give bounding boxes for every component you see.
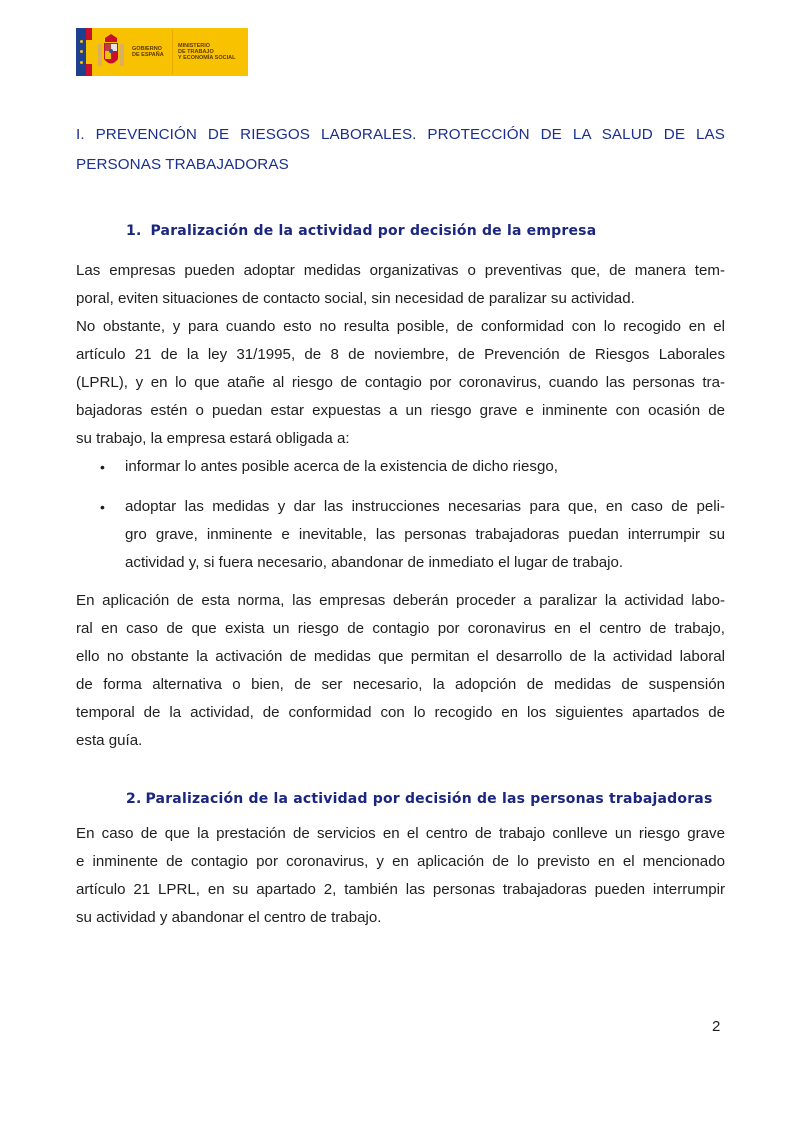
text-line: artículo 21 de la ley 31/1995, de 8 de noviembre, de Prevención de Riesgos Laborales	[76, 346, 725, 363]
text-line: ral en caso de que exista un riesgo de contagio por coronavirus en el centro de trabajo,	[76, 620, 725, 637]
text-line: su trabajo, la empresa estará obligada a:	[76, 430, 350, 447]
text-line: artículo 21 LPRL, en su apartado 2, también las personas trabajadoras pueden interrumpir	[76, 881, 725, 898]
text-line: No obstante, y para cuando esto no resulta posible, de conformidad con lo recogido en el	[76, 318, 725, 335]
eu-flag-strip	[76, 28, 86, 76]
text-line: ello no obstante la activación de medidas que permitan el desarrollo de la actividad laboral	[76, 648, 725, 665]
text-line: temporal de la actividad, de conformidad con lo recogido en los siguientes apartados de	[76, 704, 725, 721]
star-icon	[80, 61, 83, 64]
text-line: su actividad y abandonar el centro de trabajo.	[76, 909, 382, 926]
section-title: Paralización de la actividad por decisión de la empresa	[150, 223, 597, 239]
bullet-icon: •	[100, 499, 105, 515]
ministry-label: MINISTERIO DE TRABAJO Y ECONOMÍA SOCIAL	[178, 43, 236, 61]
star-icon	[80, 40, 83, 43]
page-number: 2	[712, 1018, 721, 1035]
government-label: GOBIERNO DE ESPAÑA	[132, 46, 164, 58]
section-2-heading	[126, 791, 712, 807]
chapter-title: I. PREVENCIÓN DE RIESGOS LABORALES. PROTECCIÓN DE LA SALUD DE LAS PERSONAS TRABAJADORAS	[76, 126, 725, 173]
section-2-paragraph	[76, 820, 725, 932]
text-line: actividad y, si fuera necesario, abandonar de inmediato el lugar de trabajo.	[125, 554, 624, 571]
text-line: e inminente de contagio por coronavirus, y en aplicación de lo previsto en el mencionado	[76, 853, 725, 870]
star-icon	[80, 50, 83, 53]
government-logo	[76, 28, 248, 76]
bullet-icon: •	[100, 459, 105, 475]
text-line: de forma alternativa o bien, de ser necesario, la adopción de medidas de suspensión	[76, 676, 725, 693]
text-line: esta guía.	[76, 732, 143, 749]
text-line: gro grave, inminente e inevitable, las personas trabajadoras puedan interrumpir su	[125, 526, 725, 543]
section-number: 2.	[126, 791, 142, 807]
text-line: En aplicación de esta norma, las empresas deberán proceder a paralizar la actividad labo-	[76, 592, 725, 609]
section-number: 1.	[126, 223, 142, 239]
text-line: adoptar las medidas y dar las instrucciones necesarias para que, en caso de peli-	[125, 498, 725, 515]
section-1-closing-paragraph	[76, 587, 725, 755]
text-line: informar lo antes posible acerca de la existencia de dicho riesgo,	[125, 458, 558, 475]
text-line: En caso de que la prestación de servicios en el centro de trabajo conlleve un riesgo grave	[76, 825, 725, 842]
text-line: poral, eviten situaciones de contacto social, sin necesidad de paralizar su actividad.	[76, 290, 635, 307]
section-title: Paralización de la actividad por decisión de las personas trabajadoras	[145, 791, 713, 807]
section-1-heading	[126, 223, 596, 239]
text-line: Las empresas pueden adoptar medidas organizativas o preventivas que, de manera tem-	[76, 262, 725, 279]
text-line: bajadoras estén o puedan estar expuestas a un riesgo grave e inminente con ocasión de	[76, 402, 725, 419]
section-1-paragraph	[76, 257, 725, 453]
spain-coat-of-arms-icon	[92, 28, 130, 76]
text-line: (LPRL), y en lo que atañe al riesgo de contagio por coronavirus, cuando las personas tra-	[76, 374, 725, 391]
